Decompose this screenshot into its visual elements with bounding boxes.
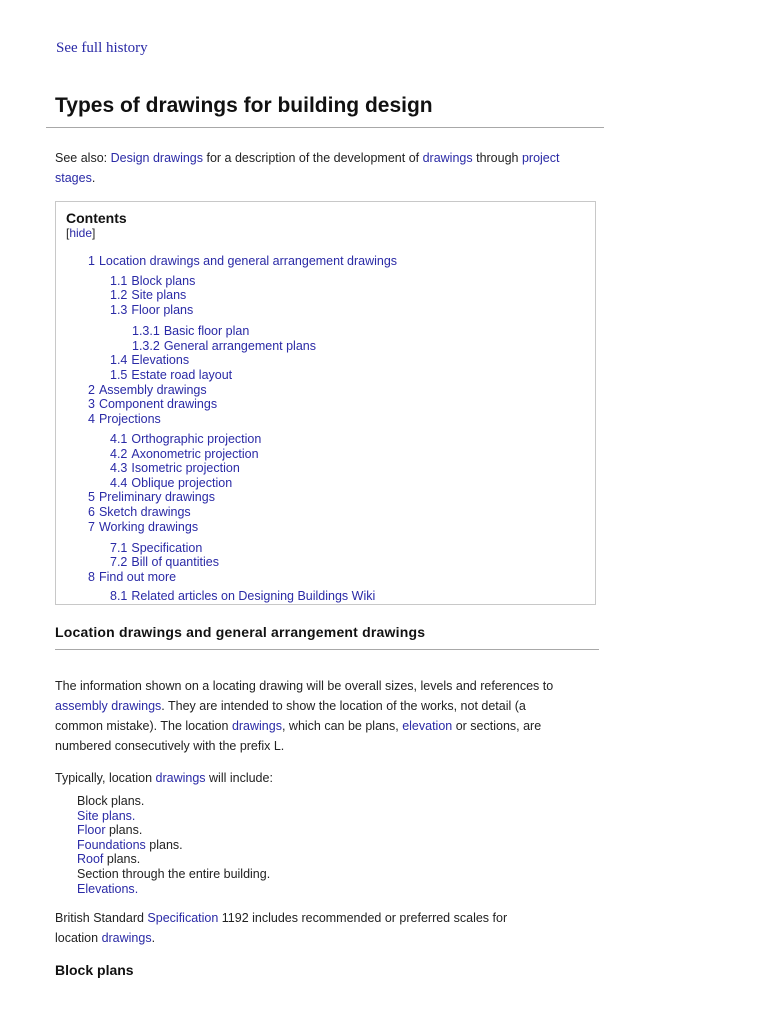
- list-item: Foundations plans.: [77, 837, 183, 852]
- toc-item-2[interactable]: [88, 383, 207, 397]
- toc-link[interactable]: [88, 520, 198, 534]
- toc-toggle: [hide]: [66, 226, 96, 240]
- toc-link[interactable]: [88, 254, 397, 268]
- toc-number: 7.2: [110, 555, 128, 569]
- toc-item-3[interactable]: [88, 397, 217, 411]
- toc-number: 4.1: [110, 432, 128, 446]
- toc-link[interactable]: [132, 339, 316, 353]
- toc-link[interactable]: [110, 447, 259, 461]
- toc-label: Related articles on Designing Buildings Wiki: [131, 589, 376, 603]
- toc-link[interactable]: [88, 383, 207, 397]
- toc-item-1-3[interactable]: [110, 303, 193, 317]
- toc-label: Block plans: [131, 274, 196, 288]
- toc-label: Working drawings: [98, 520, 199, 534]
- toc-label: Assembly drawings: [98, 383, 207, 397]
- toc-label: Oblique projection: [131, 476, 233, 490]
- toc-label: Preliminary drawings: [98, 490, 215, 504]
- toc-item-4-1[interactable]: [110, 432, 261, 446]
- toc-number: 2: [88, 383, 95, 397]
- floor-link[interactable]: Floor: [77, 823, 106, 838]
- toc-item-4-4[interactable]: [110, 476, 232, 490]
- see-also-note: See also: Design drawings for a description of the development of drawings through project stages.: [55, 151, 560, 185]
- toc-item-4[interactable]: [88, 412, 161, 426]
- toc-item-1-1[interactable]: [110, 274, 195, 288]
- toc-link[interactable]: [110, 274, 195, 288]
- toc-number: 7.1: [110, 541, 128, 555]
- list-item: Block plans.: [77, 794, 145, 808]
- toc-link[interactable]: [110, 353, 189, 367]
- toc-number: 8.1: [110, 589, 128, 603]
- toc-number: 1.3: [110, 303, 128, 317]
- toc-link[interactable]: [110, 303, 193, 317]
- elevations-link[interactable]: Elevations: [77, 881, 135, 896]
- toc-link[interactable]: [88, 570, 176, 584]
- toc-link[interactable]: [88, 505, 191, 519]
- section-heading-location-drawings: Location drawings and general arrangement drawings: [55, 624, 426, 640]
- toc-label: Projections: [98, 412, 161, 426]
- design-drawings-link[interactable]: Design drawings: [110, 151, 204, 165]
- toc-item-1[interactable]: [88, 254, 397, 268]
- toc-number: 8: [88, 570, 95, 584]
- toc-link[interactable]: [110, 432, 261, 446]
- toc-label: General arrangement plans: [163, 339, 316, 353]
- location-drawings-intro: Typically, location drawings will include:: [55, 771, 273, 785]
- toc-label: Estate road layout: [131, 368, 233, 382]
- toc-number: 5: [88, 490, 95, 504]
- toc-link[interactable]: [110, 555, 219, 569]
- toc-label: Bill of quantities: [131, 555, 219, 569]
- foundations-link[interactable]: Foundations: [77, 837, 146, 852]
- drawings-link[interactable]: drawings: [422, 151, 473, 165]
- toc-number: 4.3: [110, 461, 128, 475]
- toc-number: 6: [88, 505, 95, 519]
- toc-label: Find out more: [98, 570, 177, 584]
- toc-item-5[interactable]: [88, 490, 215, 504]
- list-item: Section through the entire building.: [77, 866, 271, 881]
- location-drawings-list: [77, 794, 270, 896]
- toc-item-6[interactable]: [88, 505, 191, 519]
- toc-number: 4.2: [110, 447, 128, 461]
- toc-number: 1: [88, 254, 95, 268]
- toc-number: 4.4: [110, 476, 128, 490]
- toc-label: Isometric projection: [131, 461, 240, 475]
- roof-link[interactable]: Roof: [77, 852, 104, 867]
- toc-link[interactable]: [88, 412, 161, 426]
- toc-label: Orthographic projection: [131, 432, 262, 446]
- elevation-link[interactable]: elevation: [402, 719, 453, 733]
- assembly-drawings-link[interactable]: assembly drawings: [55, 699, 162, 713]
- toc-label: Elevations: [131, 353, 190, 367]
- list-item: Site plans.: [77, 808, 136, 823]
- list-item: Roof plans.: [77, 852, 141, 867]
- see-full-history-link[interactable]: See full history: [56, 40, 148, 56]
- toc-label: Basic floor plan: [163, 324, 250, 338]
- list-item: Elevations.: [77, 881, 139, 896]
- toc-item-4-3[interactable]: [110, 461, 240, 475]
- section-heading-block-plans: Block plans: [55, 962, 134, 978]
- toc-label: Sketch drawings: [98, 505, 191, 519]
- toc-link[interactable]: [110, 368, 232, 382]
- specification-link[interactable]: Specification: [147, 911, 219, 925]
- site-plans-link[interactable]: Site plans: [77, 808, 132, 823]
- british-standard-paragraph: British Standard Specification 1192 includes recommended or preferred scales for location drawings.: [55, 911, 508, 945]
- toc-label: Site plans: [131, 288, 187, 302]
- toc-item-1-2[interactable]: [110, 288, 186, 302]
- toc-item-1-5[interactable]: [110, 368, 232, 382]
- toc-item-4-2[interactable]: [110, 447, 259, 461]
- toc-item-8-1[interactable]: [110, 589, 375, 603]
- location-drawings-paragraph: The information shown on a locating drawing will be overall sizes, levels and references to assembly drawings. They are intended to show the location of the works, not detail (a common mistake). The location drawings, which can be plans, elevation or sections, are numbered consecutively with the prefix L.: [55, 679, 554, 753]
- toc-link[interactable]: [110, 461, 240, 475]
- toc-link[interactable]: [110, 541, 202, 555]
- toc-number: 3: [88, 397, 95, 411]
- title-divider: [46, 127, 604, 128]
- toc-item-7-1[interactable]: [110, 541, 202, 555]
- toc-link[interactable]: [110, 589, 375, 603]
- toc-number: 1.3.2: [132, 339, 160, 353]
- toc-item-1-4[interactable]: [110, 353, 189, 367]
- toc-number: 1.3.1: [132, 324, 160, 338]
- project-stages-link[interactable]: project stages: [55, 151, 560, 185]
- toc-label: Specification: [131, 541, 203, 555]
- toc-number: 4: [88, 412, 95, 426]
- toc-hide-link[interactable]: hide: [69, 226, 93, 240]
- section-divider: [55, 649, 599, 650]
- toc-number: 7: [88, 520, 95, 534]
- toc-number: 1.4: [110, 353, 128, 367]
- toc-item-7-2[interactable]: [110, 555, 219, 569]
- toc-link[interactable]: [88, 397, 217, 411]
- toc-link[interactable]: [110, 476, 232, 490]
- drawings-link[interactable]: drawings: [231, 719, 282, 733]
- toc-title: Contents: [66, 210, 127, 226]
- toc-label: Axonometric projection: [131, 447, 259, 461]
- toc-link[interactable]: [88, 490, 215, 504]
- toc-label: Floor plans: [131, 303, 194, 317]
- list-item: Floor plans.: [77, 823, 143, 838]
- toc-link[interactable]: [110, 288, 186, 302]
- toc-number: 1.1: [110, 274, 128, 288]
- table-of-contents: [55, 201, 596, 605]
- toc-item-8[interactable]: [88, 570, 176, 584]
- toc-number: 1.5: [110, 368, 128, 382]
- toc-item-1-3-2[interactable]: [132, 339, 316, 353]
- toc-label: Component drawings: [98, 397, 218, 411]
- toc-item-1-3-1[interactable]: [132, 324, 249, 338]
- toc-label: Location drawings and general arrangement drawings: [98, 254, 398, 268]
- drawings-link[interactable]: drawings: [101, 931, 152, 945]
- toc-item-7[interactable]: [88, 520, 198, 534]
- toc-number: 1.2: [110, 288, 128, 302]
- drawings-link[interactable]: drawings: [155, 771, 206, 785]
- page-title: Types of drawings for building design: [55, 94, 433, 117]
- toc-link[interactable]: [132, 324, 249, 338]
